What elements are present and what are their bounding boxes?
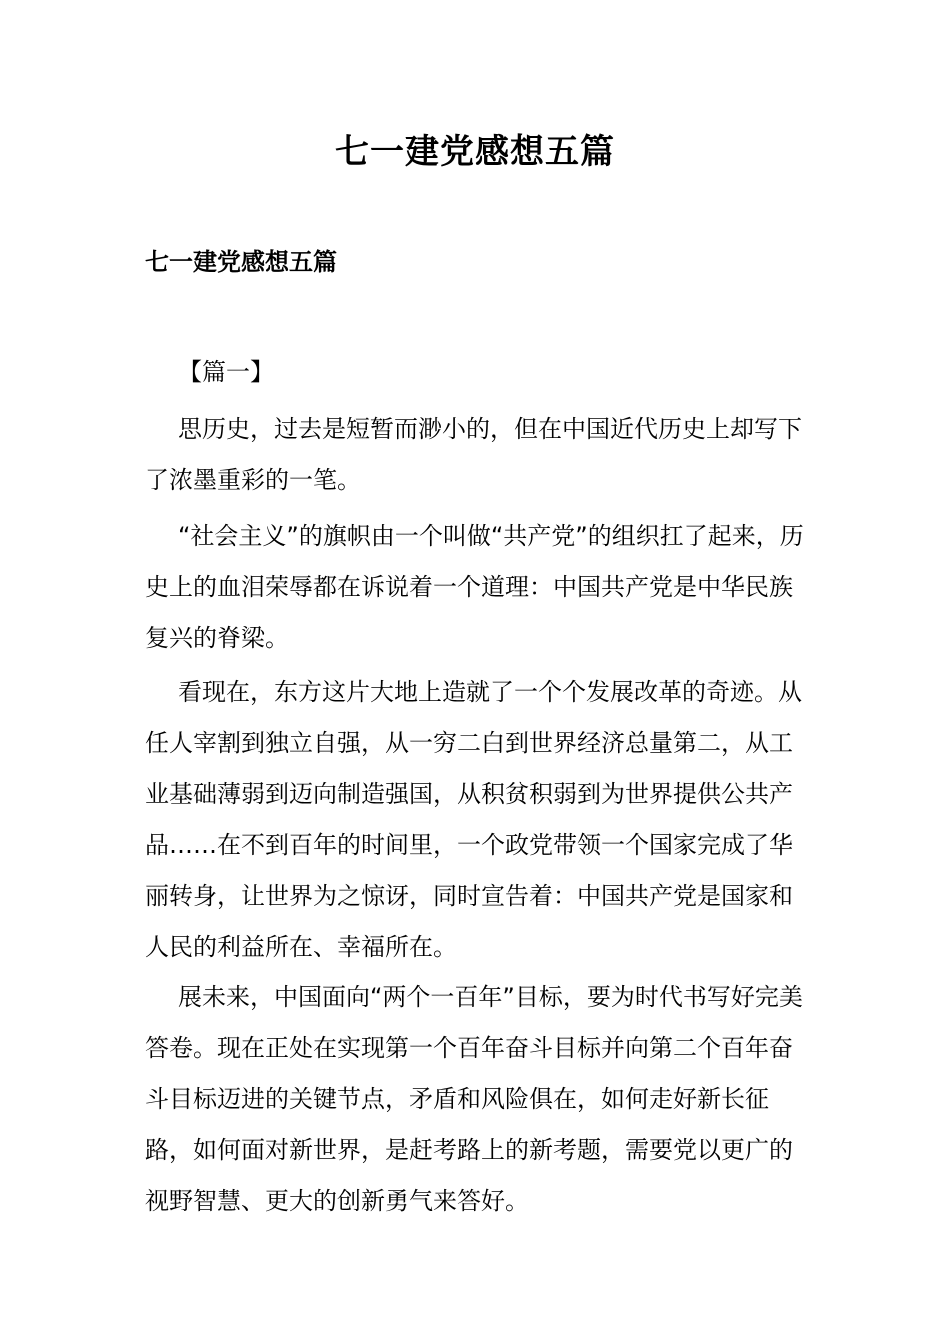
paragraph-3: 看现在，东方这片大地上造就了一个个发展改革的奇迹。从任人宰割到独立自强，从一穷二白到世界经济总量第二，从工业基础薄弱到迈向制造强国，从积贫积弱到为世界提供公共产品……在不到百年的时间里，一个政党带领一个国家完成了华丽转身，让世界为之惊讶，同时宣告着：中国共产党是国家和人民的利益所在、幸福所在。 xyxy=(145,678,802,961)
paragraph-1: 思历史，过去是短暂而渺小的，但在中国近代历史上却写下了浓墨重彩的一笔。 xyxy=(145,415,802,494)
paragraph-4: 展未来，中国面向“两个一百年”目标，要为时代书写好完美答卷。现在正处在实现第一个百年奋斗目标并向第二个百年奋斗目标迈进的关键节点，矛盾和风险俱在，如何走好新长征路，如何面对新世界，是赶考路上的新考题，需要党以更广的视野智慧、更大的创新勇气来答好。 xyxy=(145,983,803,1215)
document-subtitle: 七一建党感想五篇 xyxy=(145,248,337,276)
section-label: 【篇一】 xyxy=(178,358,274,386)
paragraph-2: “社会主义”的旗帜由一个叫做“共产党”的组织扛了起来，历史上的血泪荣辱都在诉说着一个道理：中国共产党是中华民族复兴的脊梁。 xyxy=(145,522,804,652)
document-title: 七一建党感想五篇 xyxy=(335,132,615,172)
